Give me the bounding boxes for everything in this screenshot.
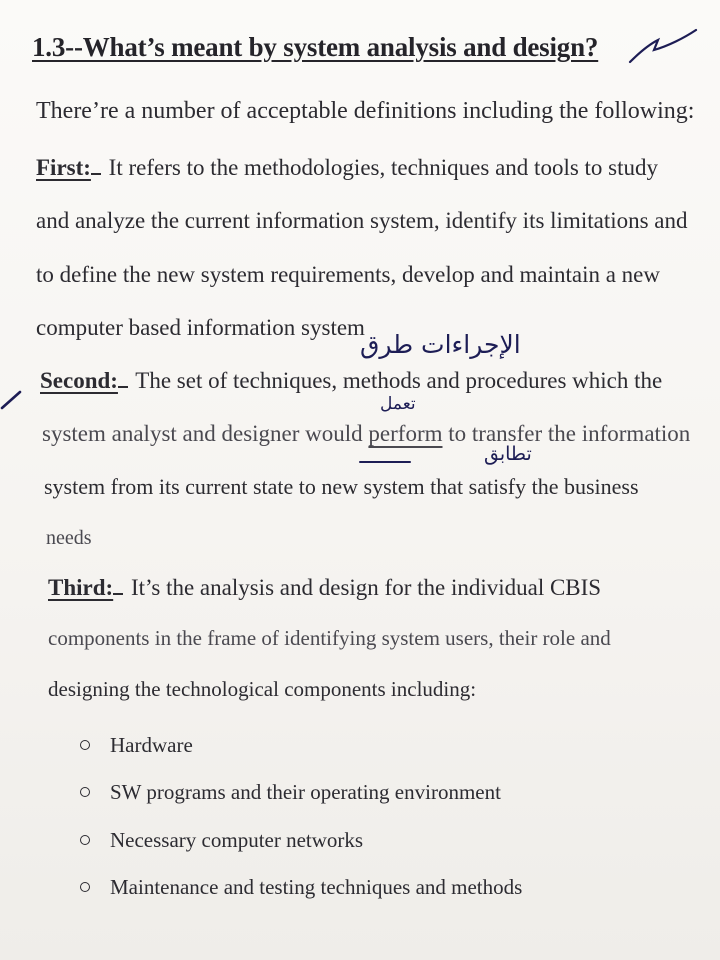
third-label: Third:: [48, 575, 114, 600]
bullet-text: Hardware: [110, 733, 193, 757]
bullet-item-maintenance: [80, 875, 522, 900]
second-label: Second:: [40, 368, 118, 393]
third-definition-line-1: [48, 575, 601, 601]
handwritten-note-procedures: الإجراءات طرق: [360, 330, 521, 359]
bullet-item-sw-programs: [80, 780, 501, 805]
handwritten-note-perform: تعمل: [380, 394, 416, 414]
label-blank: [91, 155, 101, 175]
first-definition-line-3: to define the new system requirements, develop and maintain a new: [36, 262, 660, 287]
bullet-item-networks: [80, 828, 363, 853]
second-text-1: The set of techniques, methods and procedures which the: [135, 368, 663, 393]
bullet-text: Necessary computer networks: [110, 828, 364, 852]
first-label: First:: [36, 155, 91, 180]
bullet-text: SW programs and their operating environment: [110, 780, 501, 804]
underlined-word-perform: perform: [368, 421, 443, 446]
first-definition-line-4: computer based information system: [36, 315, 365, 340]
third-text-1: It’s the analysis and design for the individual CBIS: [130, 575, 602, 600]
label-blank: [113, 575, 123, 595]
section-heading: 1.3--What’s meant by system analysis and design?: [32, 32, 599, 62]
margin-tick-icon: [2, 392, 20, 408]
hollow-bullet-icon: [80, 787, 90, 797]
first-definition-line-2: and analyze the current information system, identify its limitations and: [36, 208, 688, 233]
hollow-bullet-icon: [80, 882, 90, 892]
handwritten-note-satisfy: تطابق: [484, 443, 532, 465]
first-text-1: It refers to the methodologies, techniques and tools to study: [108, 155, 659, 180]
first-definition-line-1: [36, 155, 658, 181]
hollow-bullet-icon: [80, 835, 90, 845]
third-definition-line-3: designing the technological components including:: [48, 677, 477, 701]
second-definition-line-1: [40, 368, 662, 394]
label-blank: [118, 368, 128, 388]
intro-text: There’re a number of acceptable definitions including the following:: [36, 98, 695, 124]
third-definition-line-2: components in the frame of identifying system users, their role and: [48, 626, 611, 650]
second-text-2a: system analyst and designer would: [42, 421, 363, 446]
hollow-bullet-icon: [80, 740, 90, 750]
second-text-2b: to transfer the information: [448, 421, 691, 446]
bullet-item-hardware: [80, 733, 193, 758]
bullet-text: Maintenance and testing techniques and methods: [110, 875, 523, 899]
second-definition-line-3: system from its current state to new system that satisfy the business: [44, 474, 639, 499]
second-definition-line-4: needs: [46, 527, 92, 549]
second-definition-line-2: [42, 421, 690, 447]
check-mark-icon: [630, 30, 696, 62]
